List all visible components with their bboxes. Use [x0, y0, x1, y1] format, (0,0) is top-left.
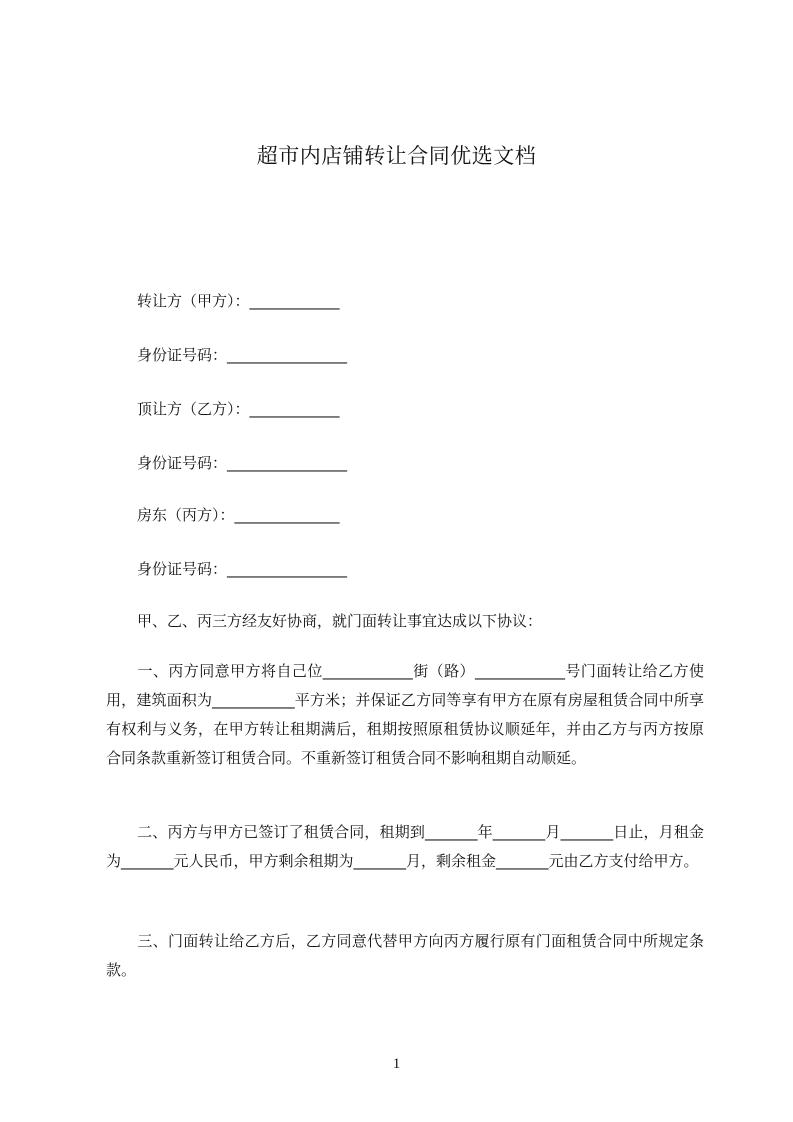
agreement-intro: 甲、乙、丙三方经友好协商，就门面转让事宜达成以下协议：: [137, 612, 543, 630]
transferee-id-field: 身份证号码：________________: [137, 454, 348, 472]
document-title: 超市内店铺转让合同优选文档: [256, 144, 537, 168]
clause-one: [106, 657, 704, 773]
landlord-field: 房东（丙方）：______________: [137, 506, 340, 524]
page-number: 1: [392, 1056, 401, 1072]
transferor-id-field: 身份证号码：________________: [137, 346, 348, 364]
clause-three: [106, 927, 704, 985]
transferee-field: 顶让方（乙方）：____________: [137, 400, 340, 418]
clause-three-text: 三、门面转让给乙方后，乙方同意代替甲方向丙方履行原有门面租赁合同中所规定条款。: [106, 932, 704, 979]
clause-one-text: 一、丙方同意甲方将自己位____________街（路）____________号门面转让给乙方使用，建筑面积为___________平方米；并保证乙方同等享有甲方在原有房屋租赁合同中所享有权利与义务，在甲方转让租期满后，租期按照原租赁协议顺延年，并由乙方与丙方按原合同条款重新签订租赁合同。不重新签订租赁合同不影响租期自动顺延。: [106, 662, 704, 767]
landlord-id-field: 身份证号码：________________: [137, 560, 348, 578]
clause-two-text: 二、丙方与甲方已签订了租赁合同，租期到_______年_______月_______日止，月租金为_______元人民币，甲方剩余租期为_______月，剩余租金_______元由乙方支付给甲方。: [106, 823, 704, 870]
clause-two: [106, 818, 704, 876]
transferor-field: 转让方（甲方）：____________: [137, 292, 340, 310]
